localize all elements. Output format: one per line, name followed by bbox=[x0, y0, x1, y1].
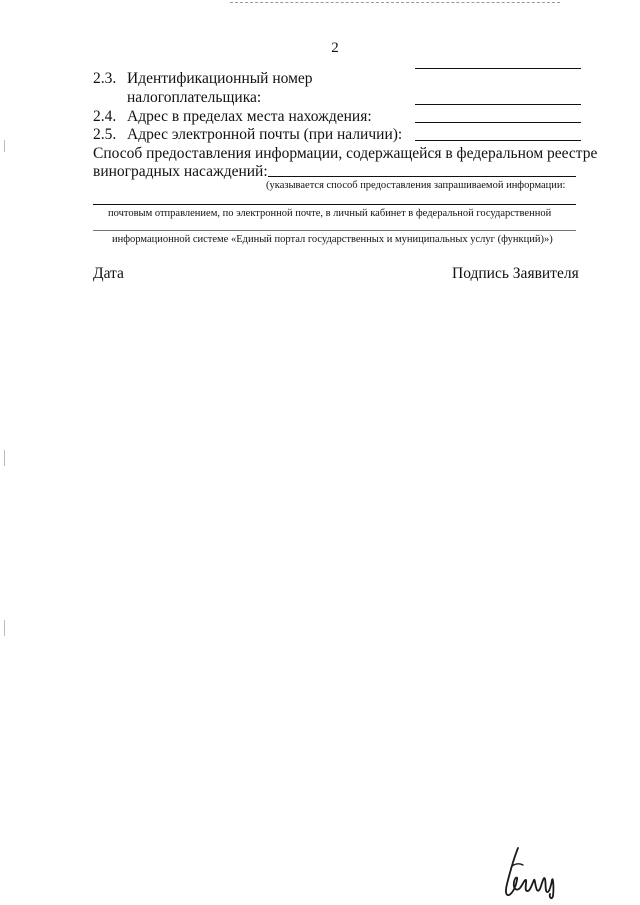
method-blank[interactable] bbox=[268, 176, 576, 177]
signature-stroke bbox=[506, 848, 553, 898]
field-inn-number: 2.3. bbox=[93, 70, 117, 87]
signature-stroke bbox=[512, 864, 523, 866]
method-blank-line2[interactable] bbox=[93, 204, 576, 205]
field-email-number: 2.5. bbox=[93, 126, 117, 143]
field-inn-blank-top[interactable] bbox=[415, 68, 581, 69]
field-email-row bbox=[93, 126, 402, 144]
field-address-number: 2.4. bbox=[93, 108, 117, 125]
field-inn-blank[interactable] bbox=[415, 104, 581, 105]
method-hint-line2: почтовым отправлением, по электронной почте, в личный кабинет в федеральной государственной bbox=[108, 208, 552, 219]
field-inn-label-row bbox=[93, 70, 313, 88]
field-address-blank[interactable] bbox=[415, 122, 581, 123]
field-address-row bbox=[93, 108, 372, 126]
handwritten-signature bbox=[500, 846, 560, 901]
scan-edge-line bbox=[230, 2, 560, 3]
method-hint-line3: информационной системе «Единый портал государственных и муниципальных услуг (функций)») bbox=[112, 234, 553, 245]
field-address-label: Адрес в пределах места нахождения: bbox=[127, 108, 372, 125]
page-number: 2 bbox=[331, 40, 339, 56]
field-inn-label: Идентификационный номер bbox=[127, 70, 313, 87]
scan-margin-mark bbox=[4, 140, 5, 152]
method-label-line1: Способ предоставления информации, содержащейся в федеральном реестре bbox=[93, 145, 598, 162]
field-email-label: Адрес электронной почты (при наличии): bbox=[127, 126, 403, 143]
field-inn-label-continued: налогоплательщика: bbox=[127, 89, 262, 106]
signature-label: Подпись Заявителя bbox=[452, 265, 579, 282]
field-email-blank[interactable] bbox=[415, 140, 581, 141]
method-blank-line3[interactable] bbox=[93, 230, 576, 231]
date-label: Дата bbox=[93, 265, 124, 282]
method-label-line2: виноградных насаждений: bbox=[93, 163, 268, 180]
scan-margin-mark bbox=[4, 620, 5, 636]
method-hint-line1: (указывается способ предоставления запрашиваемой информации: bbox=[266, 180, 566, 191]
scan-margin-mark bbox=[4, 450, 5, 466]
